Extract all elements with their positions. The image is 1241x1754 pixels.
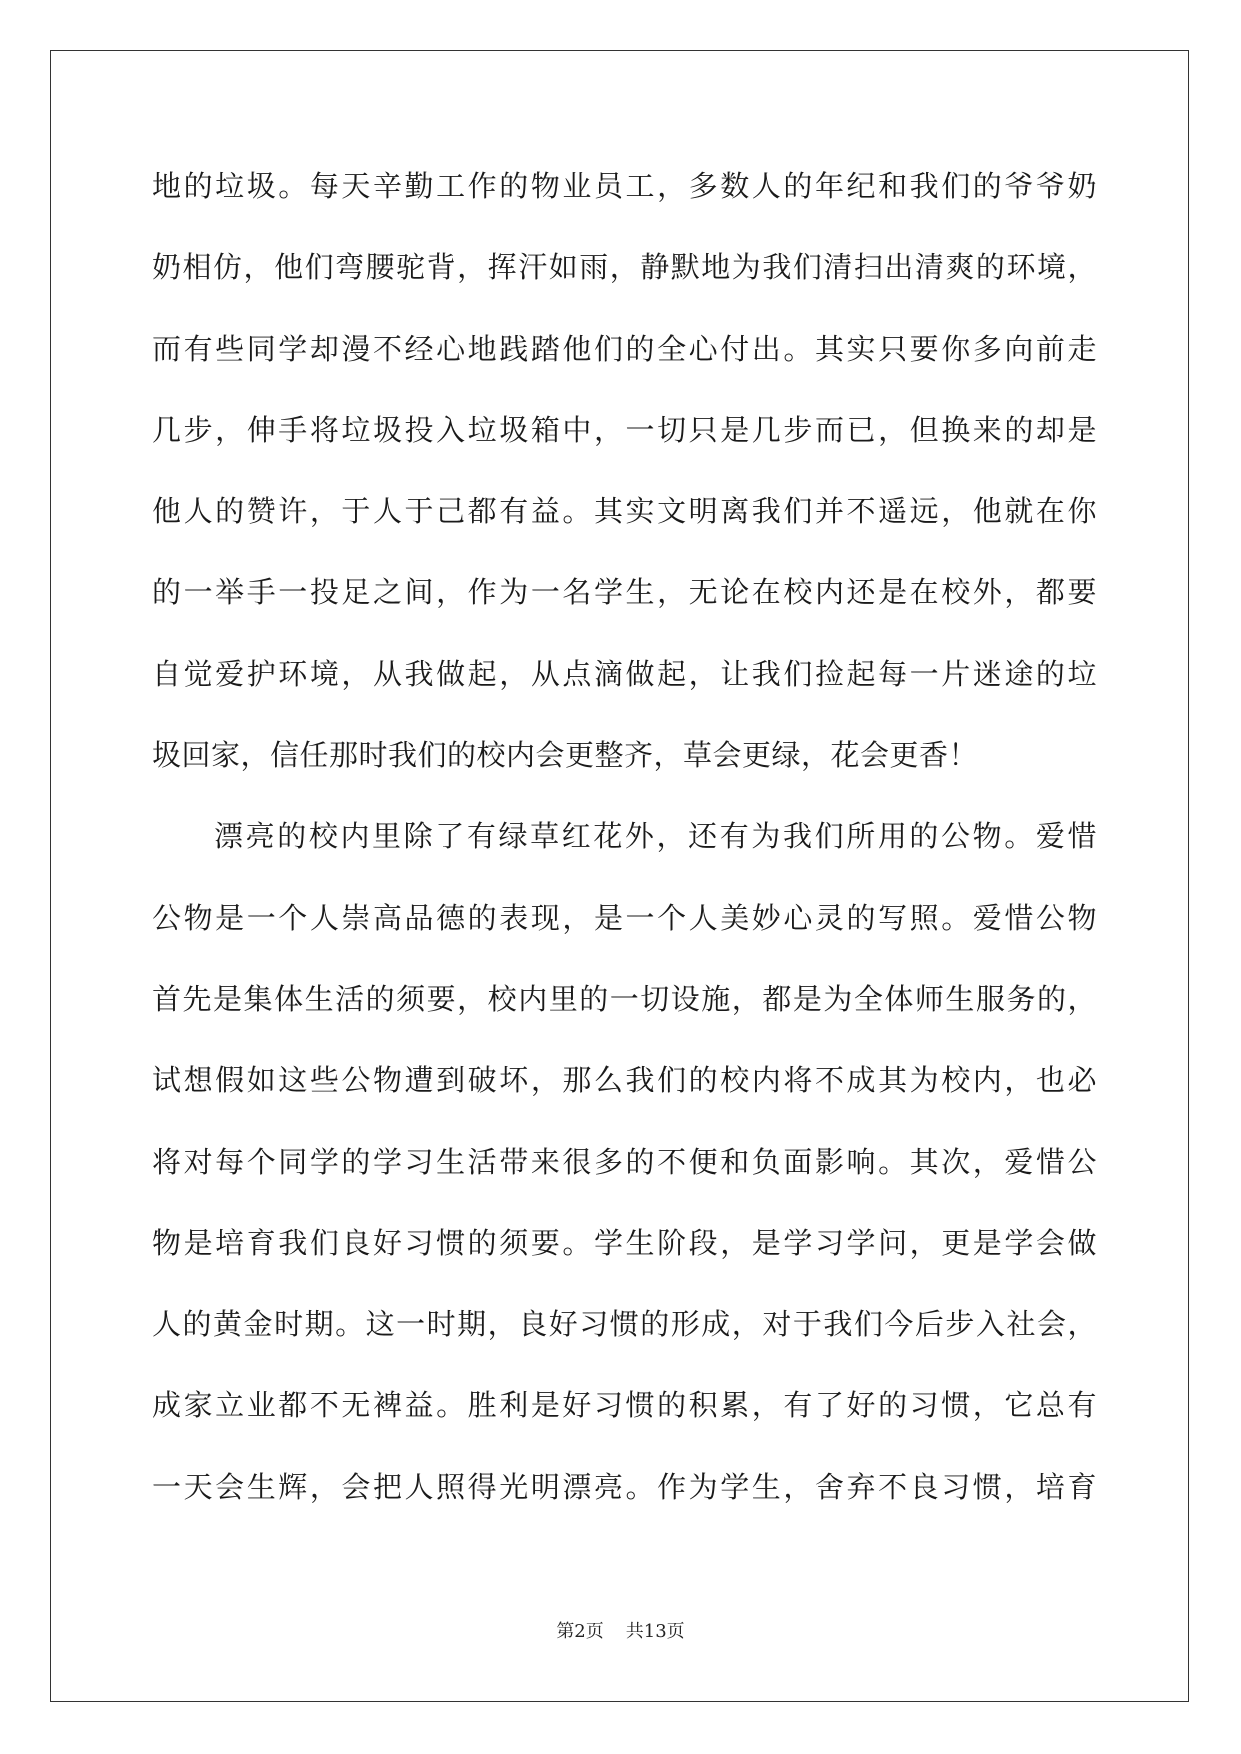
page-footer	[0, 1617, 1241, 1643]
text-line: 一天会生辉，会把人照得光明漂亮。作为学生，舍弃不良习惯，培育	[152, 1469, 1097, 1504]
text-line: 而有些同学却漫不经心地践踏他们的全心付出。其实只要你多向前走	[152, 331, 1097, 366]
text-line: 他人的赞许，于人于己都有益。其实文明离我们并不遥远，他就在你	[152, 494, 1097, 529]
text-line: 漂亮的校内里除了有绿草红花外，还有为我们所用的公物。爱惜	[214, 819, 1097, 854]
document-body	[152, 160, 1097, 1542]
page-number-total: 共13页	[625, 1621, 685, 1642]
text-line: 自觉爱护环境，从我做起，从点滴做起，让我们捡起每一片迷途的垃	[152, 656, 1097, 691]
text-line: 人的黄金时期。这一时期，良好习惯的形成，对于我们今后步入社会，	[152, 1307, 1097, 1342]
text-line: 奶相仿，他们弯腰驼背，挥汗如雨，静默地为我们清扫出清爽的环境，	[152, 250, 1097, 285]
text-line: 公物是一个人崇高品德的表现，是一个人美妙心灵的写照。爱惜公物	[152, 900, 1097, 935]
text-line: 物是培育我们良好习惯的须要。学生阶段，是学习学问，更是学会做	[152, 1225, 1097, 1260]
text-line: 将对每个同学的学习生活带来很多的不便和负面影响。其次，爱惜公	[152, 1144, 1097, 1179]
text-line: 几步，伸手将垃圾投入垃圾箱中，一切只是几步而已，但换来的却是	[152, 412, 1097, 447]
page-number-current: 第2页	[556, 1621, 604, 1642]
text-line: 成家立业都不无裨益。胜利是好习惯的积累，有了好的习惯，它总有	[152, 1388, 1097, 1423]
text-line: 圾回家，信任那时我们的校内会更整齐，草会更绿，花会更香！	[152, 738, 979, 773]
text-line: 试想假如这些公物遭到破坏，那么我们的校内将不成其为校内，也必	[152, 1063, 1097, 1098]
text-line: 地的垃圾。每天辛勤工作的物业员工，多数人的年纪和我们的爷爷奶	[152, 169, 1097, 203]
text-line: 的一举手一投足之间，作为一名学生，无论在校内还是在校外，都要	[152, 575, 1097, 610]
text-line: 首先是集体生活的须要，校内里的一切设施，都是为全体师生服务的，	[152, 981, 1097, 1016]
